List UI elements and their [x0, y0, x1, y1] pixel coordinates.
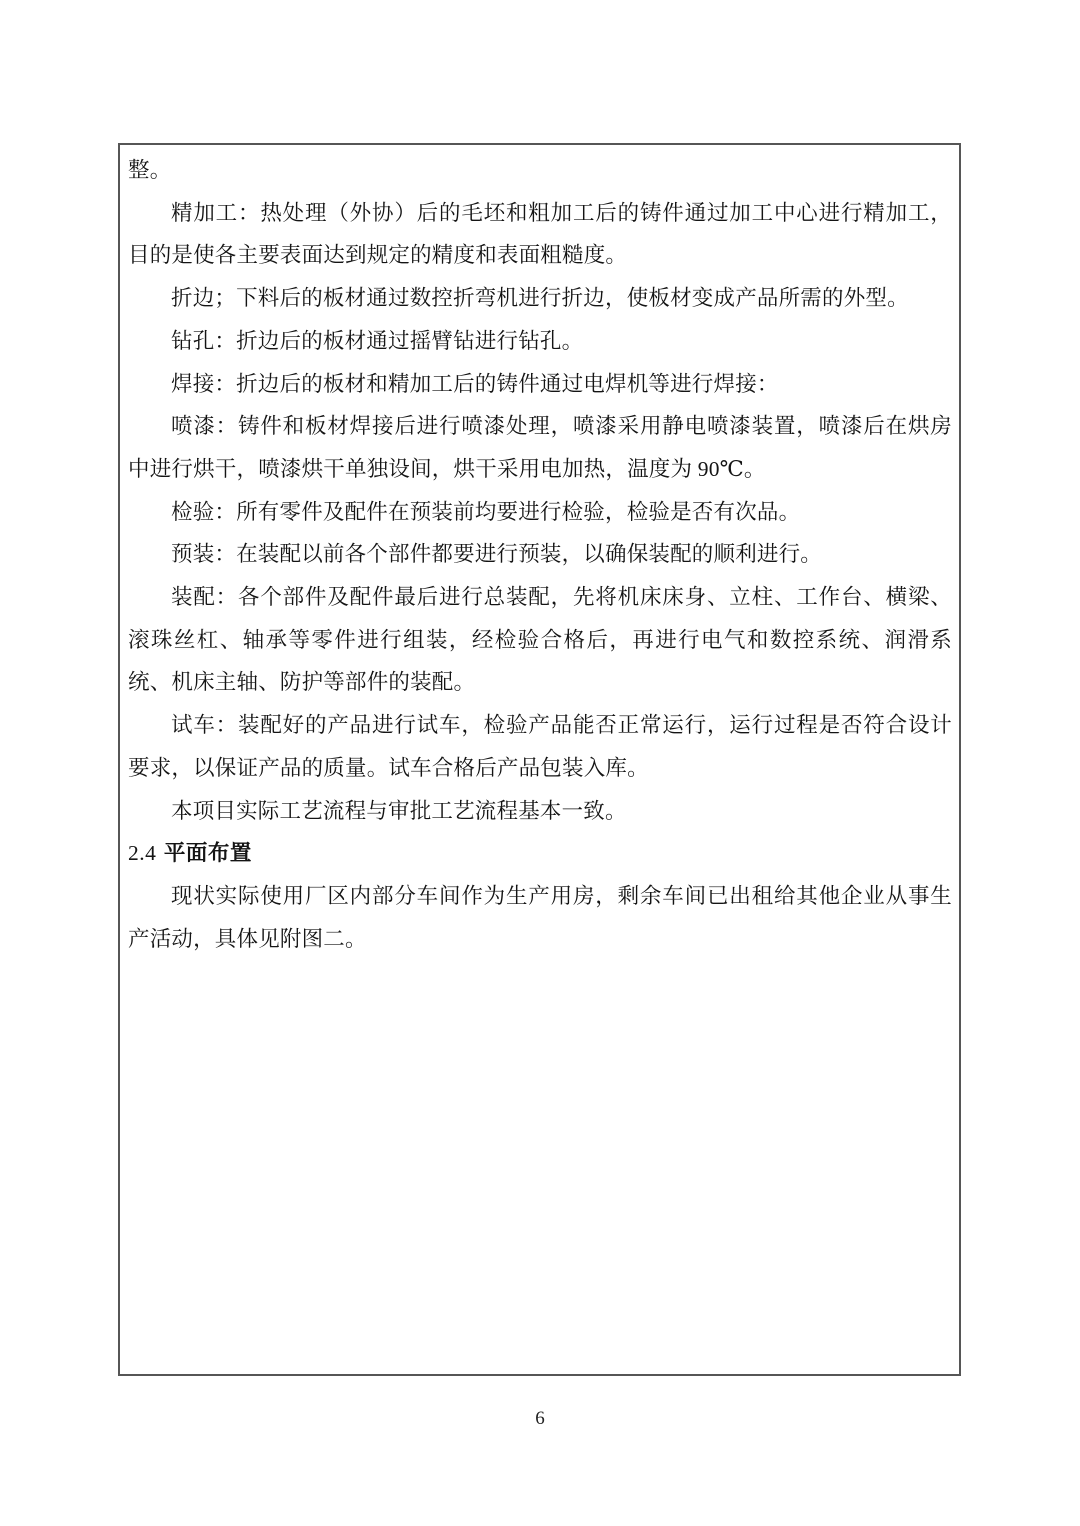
paragraph: 现状实际使用厂区内部分车间作为生产用房，剩余车间已出租给其他企业从事生产活动，具体见附图二。: [128, 883, 952, 951]
paragraph: 检验：所有零件及配件在预装前均要进行检验，检验是否有次品。: [171, 499, 801, 524]
paragraph: 本项目实际工艺流程与审批工艺流程基本一致。: [171, 798, 627, 823]
paragraph: 焊接：折边后的板材和精加工后的铸件通过电焊机等进行焊接：: [171, 371, 779, 396]
paragraph: 折边；下料后的板材通过数控折弯机进行折边，使板材变成产品所需的外型。: [171, 286, 909, 311]
paragraph: 预装：在装配以前各个部件都要进行预装，以确保装配的顺利进行。: [171, 542, 823, 567]
paragraph: 试车：装配好的产品进行试车，检验产品能否正常运行，运行过程是否符合设计要求，以保证产品的质量。试车合格后产品包装入库。: [128, 713, 952, 780]
paragraph: 喷漆：铸件和板材焊接后进行喷漆处理，喷漆采用静电喷漆装置，喷漆后在烘房中进行烘干，喷漆烘干单独设间，烘干采用电加热，温度为 90℃。: [128, 414, 952, 481]
page-number: 6: [535, 1408, 545, 1429]
section-title: 平面布置: [163, 841, 252, 866]
paragraph: 整。: [128, 158, 172, 182]
section-number: 2.4: [128, 841, 157, 866]
content-border-box: [118, 143, 961, 1376]
paragraph: 精加工：热处理（外协）后的毛坯和粗加工后的铸件通过加工中心进行精加工，目的是使各主要表面达到规定的精度和表面粗糙度。: [128, 200, 952, 268]
section-heading: [128, 832, 952, 875]
paragraph: 装配：各个部件及配件最后进行总装配，先将机床床身、立柱、工作台、横梁、滚珠丝杠、轴承等零件进行组装，经检验合格后，再进行电气和数控系统、润滑系统、机床主轴、防护等部件的装配。: [128, 585, 952, 695]
paragraph: 钻孔：折边后的板材通过摇臂钻进行钻孔。: [171, 328, 584, 353]
